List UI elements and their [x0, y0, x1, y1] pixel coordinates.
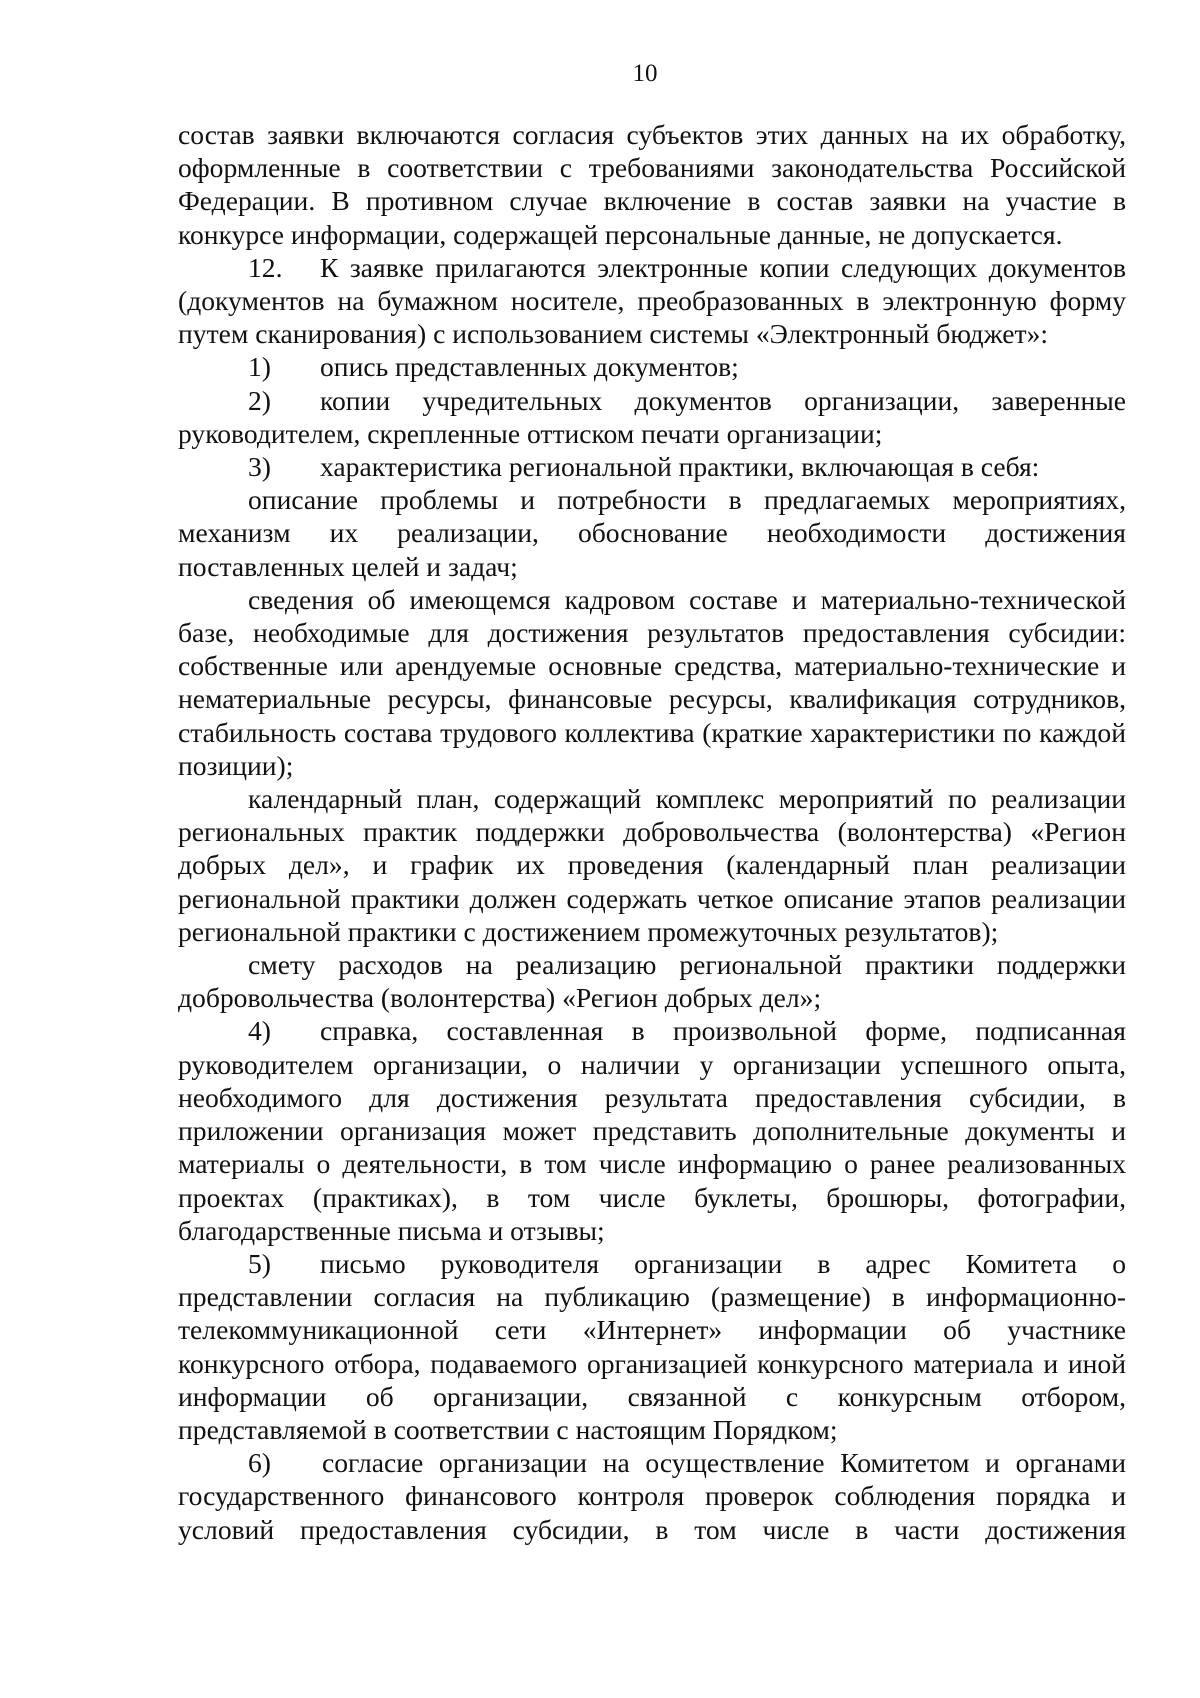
- paragraph-intro: состав заявки включаются согласия субъектов этих данных на их обработку, оформленные в соответствии с требованиями законодательства Российской Федерации. В противном случае включение в состав заявки на участие в конкурсе информации, содержащей персональные данные, не допускается.: [178, 119, 1126, 250]
- sub-item-3b: сведения об имеющемся кадровом составе и материально-технической базе, необходимые для достижения результатов предоставления субсидии: собственные или арендуемые основные средства, материально-технические и нематериальные ресурсы, финансовые ресурсы, квалификация сотрудников, стабильность состава трудового коллектива (краткие характеристики по каждой позиции);: [178, 583, 1126, 781]
- document-body: [178, 118, 1126, 1546]
- paragraph-number: 12.: [248, 251, 283, 283]
- paragraph-text: К заявке прилагаются электронные копии следующих документов (документов на бумажном носителе, преобразованных в электронную форму путем сканирования) с использованием системы «Электронный бюджет»:: [178, 251, 1126, 350]
- sub-item-3a: описание проблемы и потребности в предлагаемых мероприятиях, механизм их реализации, обоснование необходимости достижения поставленных целей и задач;: [178, 484, 1126, 582]
- item-number: 5): [248, 1247, 271, 1279]
- page-number: 10: [632, 60, 658, 87]
- item-text: характеристика региональной практики, включающая в себя:: [320, 451, 1040, 483]
- list-item-1: [178, 350, 1126, 383]
- list-item-3: [178, 450, 1126, 483]
- list-item-4: [178, 1014, 1126, 1246]
- item-text: справка, составленная в произвольной форме, подписанная руководителем организации, о наличии у организации успешного опыта, необходимого для достижения результата предоставления субсидии, в приложении организация может представить дополнительные документы и материалы о деятельности, в том числе информацию о ранее реализованных проектах (практиках), в том числе буклеты, брошюры, фотографии, благодарственные письма и отзывы;: [178, 1015, 1126, 1246]
- list-item-6: [178, 1446, 1126, 1546]
- sub-item-3c: календарный план, содержащий комплекс мероприятий по реализации региональных практик поддержки добровольчества (волонтерства) «Регион добрых дел», и график их проведения (календарный план реализации региональной практики должен содержать четкое описание этапов реализации региональной практики с достижением промежуточных результатов);: [178, 783, 1126, 947]
- item-text: согласие организации на осуществление Комитетом и органами государственного финансового контроля проверок соблюдения порядка и условий предоставления субсидии, в том числе в части достижения: [178, 1447, 1126, 1545]
- list-item-5: [178, 1247, 1126, 1446]
- item-number: 3): [248, 451, 271, 483]
- item-number: 2): [248, 384, 271, 416]
- item-number: 6): [248, 1447, 271, 1479]
- paragraph-12: [178, 251, 1126, 351]
- list-item-2: [178, 384, 1126, 450]
- item-text: копии учредительных документов организации, заверенные руководителем, скрепленные оттиском печати организации;: [178, 384, 1126, 449]
- item-text: письмо руководителя организации в адрес Комитета о представлении согласия на публикацию (размещение) в информационно-телекоммуникационной сети «Интернет» информации об участнике конкурсного отбора, подаваемого организацией конкурсного материала и иной информации об организации, связанной с конкурсным отбором, представляемой в соответствии с настоящим Порядком;: [178, 1247, 1126, 1445]
- item-number: 4): [248, 1015, 271, 1047]
- sub-item-3d: смету расходов на реализацию региональной практики поддержки добровольчества (волонтерства) «Регион добрых дел»;: [178, 949, 1126, 1014]
- item-number: 1): [248, 351, 271, 383]
- item-text: опись представленных документов;: [320, 351, 739, 383]
